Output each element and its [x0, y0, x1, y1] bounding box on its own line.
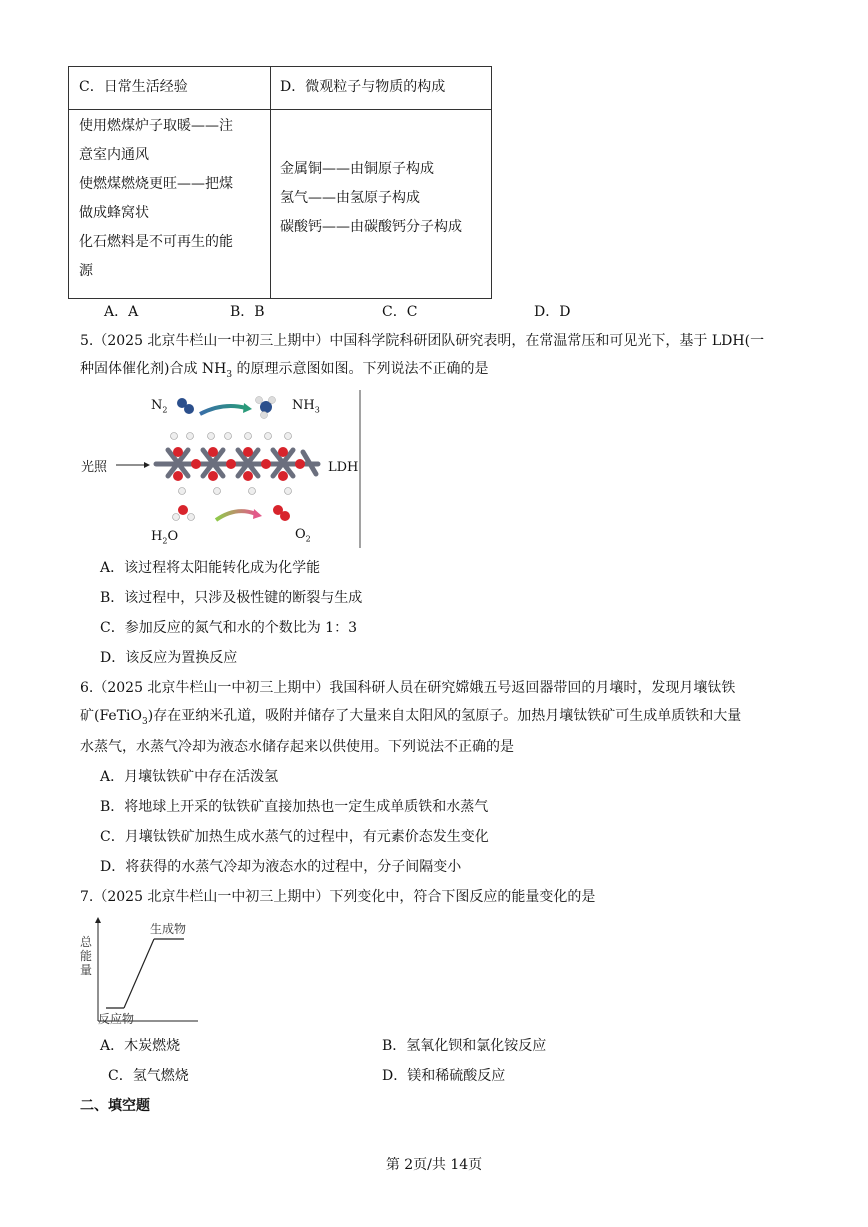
q7-option-d[interactable]: D．镁和稀硫酸反应: [382, 1068, 506, 1084]
table-cell-c-line: 做成蜂窝状: [79, 205, 149, 221]
table-cell-c-line: 使燃煤燃烧更旺——把煤: [79, 176, 233, 192]
q6-option-c[interactable]: C．月壤钛铁矿加热生成水蒸气的过程中，有元素价态发生变化: [100, 829, 489, 845]
q5-stem-text: 种固体催化剂)合成 NH: [80, 361, 227, 377]
label-ldh: LDH: [328, 460, 359, 475]
q7-option-b[interactable]: B．氢氧化钡和氯化铵反应: [382, 1038, 547, 1054]
energy-axis-label: 总能量: [80, 935, 93, 977]
label-light: 光照: [81, 460, 108, 475]
h2o-molecule-icon: [173, 505, 195, 521]
q6-option-d[interactable]: D．将获得的水蒸气冷却为液态水的过程中，分子间隔变小: [100, 859, 462, 875]
label-h2o: [151, 529, 178, 546]
table-cell-d-line: 碳酸钙——由碳酸钙分子构成: [280, 219, 462, 235]
q5-stem-text: 的原理示意图如图。下列说法不正确的是: [232, 361, 489, 377]
q6-stem-line3: 水蒸气，水蒸气冷却为液态水储存起来以供使用。下列说法不正确的是: [80, 739, 514, 755]
table-cell-c-line: 源: [79, 263, 93, 279]
q7-energy-figure: [76, 915, 206, 1027]
table-header-c: C．日常生活经验: [79, 79, 188, 95]
y-axis-arrow-icon: [95, 917, 101, 923]
table-cell-c-line: 意室内通风: [79, 147, 149, 163]
q6-option-a[interactable]: A．月壤钛铁矿中存在活泼氢: [100, 769, 279, 785]
table-row-divider: [69, 109, 491, 110]
label-o2-text: O: [295, 527, 306, 542]
label-h2o-text: H: [151, 529, 163, 544]
label-nh3-text: NH: [292, 398, 315, 413]
label-n2: [151, 398, 167, 415]
q5-option-b[interactable]: B．该过程中，只涉及极性键的断裂与生成: [100, 590, 363, 606]
q6-stem-subscript: 3: [142, 716, 148, 727]
q5-stem-subscript: 3: [226, 369, 233, 380]
table-cell-d: [280, 155, 462, 242]
page-footer: 第 2页/共 14页: [385, 1157, 483, 1173]
label-nh3-sub: 3: [314, 405, 320, 415]
reactant-label: 反应物: [98, 1012, 135, 1026]
energy-diagram: [76, 915, 206, 1027]
label-nh3: [292, 398, 320, 415]
table-column-divider: [270, 67, 271, 298]
q5-option-c[interactable]: C．参加反应的氮气和水的个数比为 1：3: [100, 620, 357, 636]
label-h2o-text: O: [167, 529, 179, 544]
table-cell-c-line: 化石燃料是不可再生的能: [79, 234, 233, 250]
n2-molecule-icon: [177, 398, 194, 414]
q4-option-b[interactable]: B．B: [230, 304, 265, 320]
q5-option-a[interactable]: A．该过程将太阳能转化成为化学能: [100, 560, 321, 576]
q4-option-c[interactable]: C．C: [382, 304, 418, 320]
table-cell-c: [79, 112, 233, 286]
q6-stem-line2: [80, 706, 741, 732]
bottom-arrow-icon: [216, 511, 256, 520]
label-o2: [295, 527, 311, 544]
q4-option-a[interactable]: A．A: [104, 304, 139, 320]
section-heading: 二、填空题: [80, 1098, 150, 1114]
q6-stem-text: 矿(FeTiO: [80, 708, 142, 724]
q5-ldh-figure: [78, 390, 368, 550]
q6-stem-text: )存在亚纳米孔道，吸附并储存了大量来自太阳风的氢原子。加热月壤钛铁矿可生成单质铁和大量: [147, 708, 742, 724]
table-cell-d-line: 金属铜——由铜原子构成: [280, 161, 434, 177]
label-h2o-sub: 2: [162, 536, 168, 546]
q5-stem-line1: 5.（2025 北京牛栏山一中初三上期中）中国科学院科研团队研究表明，在常温常压和可见光下，基于 LDH(一: [80, 333, 765, 349]
top-arrow-icon: [200, 406, 246, 414]
o2-molecule-icon: [273, 505, 290, 521]
q4-option-d[interactable]: D．D: [534, 304, 571, 320]
label-n2-text: N: [151, 398, 163, 413]
q6-stem-line1: 6.（2025 北京牛栏山一中初三上期中）我国科研人员在研究嫦娥五号返回器带回的月壤时，发现月壤钛铁: [80, 680, 736, 696]
answer-table: [68, 66, 492, 299]
table-cell-d-line: 氢气——由氢原子构成: [280, 190, 420, 206]
q7-option-c[interactable]: C．氢气燃烧: [108, 1068, 189, 1084]
q5-option-d[interactable]: D．该反应为置换反应: [100, 650, 238, 666]
q6-option-b[interactable]: B．将地球上开采的钛铁矿直接加热也一定生成单质铁和水蒸气: [100, 799, 489, 815]
q7-stem-line1: 7.（2025 北京牛栏山一中初三上期中）下列变化中，符合下图反应的能量变化的是: [80, 889, 596, 905]
nh3-molecule-icon: [256, 397, 276, 419]
label-n2-sub: 2: [162, 405, 168, 415]
table-header-d: D．微观粒子与物质的构成: [280, 79, 446, 95]
table-cell-c-line: 使用燃煤炉子取暖——注: [79, 118, 233, 134]
energy-rise: [124, 939, 154, 1008]
label-o2-sub: 2: [305, 534, 311, 544]
ldh-diagram: [78, 390, 368, 550]
product-label: 生成物: [150, 922, 187, 936]
q7-option-a[interactable]: A．木炭燃烧: [100, 1038, 181, 1054]
q4-options: [0, 301, 868, 321]
q5-stem-line2: [80, 359, 489, 385]
